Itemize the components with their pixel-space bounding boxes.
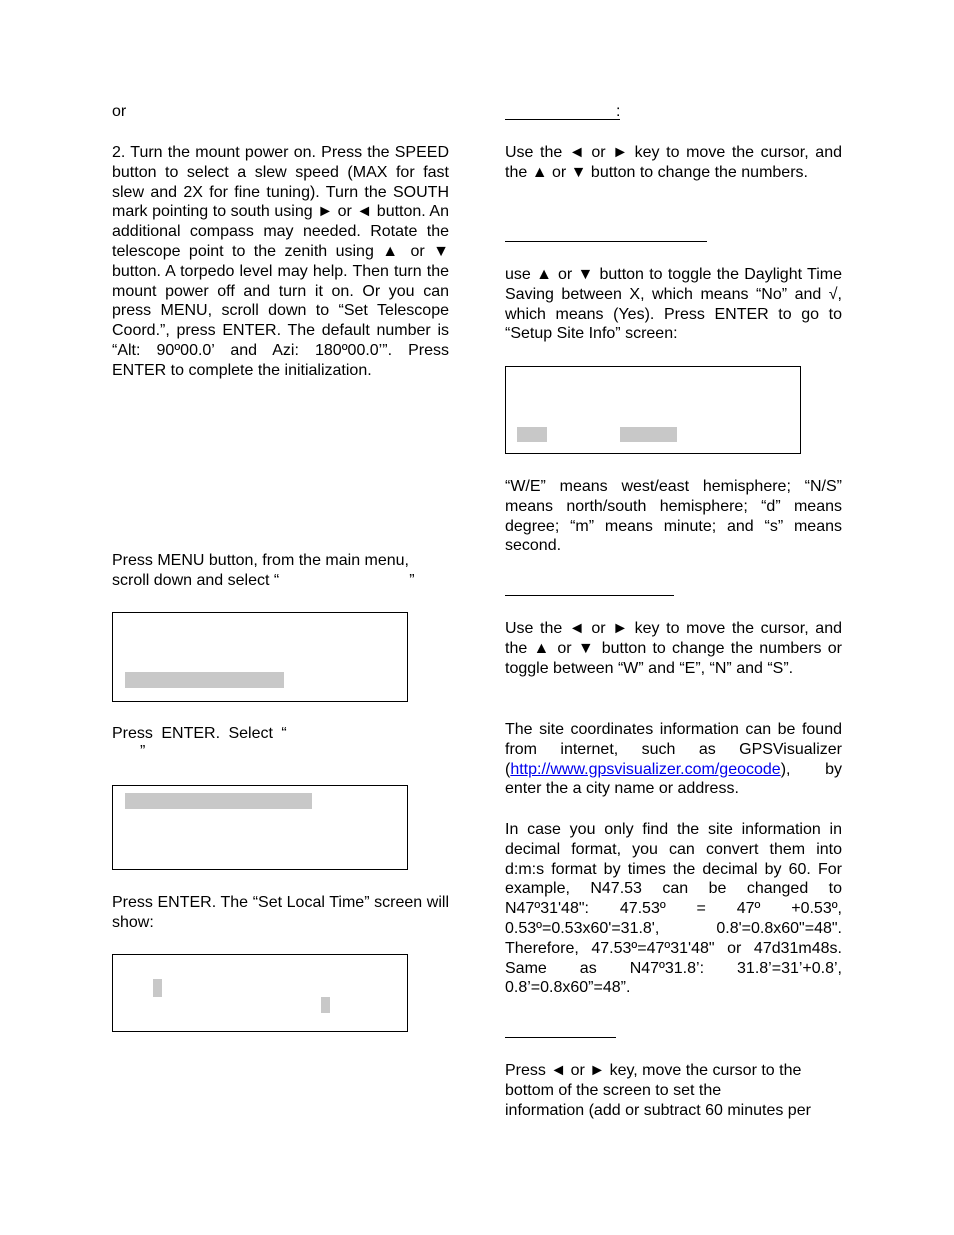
cursor-paragraph-1: Use the ◄ or ► key to move the cursor, and the ▲ or ▼ button to change the numbers. bbox=[505, 144, 842, 181]
section-heading-underline bbox=[505, 119, 620, 120]
step2-paragraph: 2. Turn the mount power on. Press the SPEED button to select a slew speed (MAX for fast slew and 2X for fine tuning). Turn the SOUTH mark pointing to south using ► or ◄ button. An additional compass may needed. Rotate the telescope point to the zenith using ▲ or ▼ button. A torpedo level may help. Then turn the mount power off and turn it on. Or you can press MENU, scroll down to “Set Telescope Coord.”, press ENTER. The default number is “Alt: 90º00.0’ and Azi: 180º00.0’”. Press ENTER to complete the initialization. bbox=[112, 144, 449, 379]
press-line1: Press ◄ or ► key, move the cursor to the bbox=[505, 1062, 802, 1079]
or-text: or bbox=[112, 103, 127, 120]
local-time-paragraph: Press ENTER. The “Set Local Time” screen will show: bbox=[112, 894, 449, 931]
lcd-highlight-bar bbox=[517, 427, 547, 442]
section-heading-underline bbox=[505, 241, 707, 242]
menu-instruction-line2 bbox=[112, 571, 449, 591]
daylight-paragraph: use ▲ or ▼ button to toggle the Daylight Time Saving between X, which means “No” and √, which means (Yes). Press ENTER to go to “Setup Site Info” screen: bbox=[505, 266, 842, 343]
decimal-conversion-paragraph: In case you only find the site information in decimal format, you can convert them into d:m:s format by times the decimal by 60. For example, N47.53 can be changed to N47º31'48": 47.53º = 47º +0.53º, 0.53º=0.53x60'=31.8', 0.8'=0.8x60"=48". Therefore, 47.53º=47º31'48" or 47d31m48s. Same as N47º31.8’: 31.8’=31’+0.8’, 0.8’=0.8x60”=48”. bbox=[505, 821, 842, 997]
enter-select-text: Press ENTER. Select “ bbox=[112, 725, 287, 742]
section-heading-underline bbox=[505, 1037, 616, 1038]
site-text-end: ), by enter the a city name or address. bbox=[505, 760, 842, 798]
press-line2: bottom of the screen to set the bbox=[505, 1082, 722, 1099]
lcd-cursor bbox=[153, 979, 162, 997]
lcd-screen-local-time bbox=[112, 954, 408, 1032]
section-heading-underline bbox=[505, 595, 674, 596]
lcd-cursor bbox=[321, 997, 330, 1013]
lcd-highlight-bar bbox=[125, 672, 284, 688]
menu-instruction-close-quote: ” bbox=[409, 572, 415, 589]
lcd-highlight-bar bbox=[125, 793, 312, 809]
menu-instruction-line1: Press MENU button, from the main menu, bbox=[112, 552, 409, 569]
lcd-highlight-bar bbox=[620, 427, 677, 442]
press-line3: information (add or subtract 60 minutes per bbox=[505, 1102, 811, 1119]
gpsvisualizer-link[interactable]: http://www.gpsvisualizer.com/geocode bbox=[510, 760, 781, 778]
lcd-screen-menu bbox=[112, 612, 408, 702]
menu-instruction-text: scroll down and select “ bbox=[112, 572, 280, 589]
lcd-screen-site-info bbox=[505, 366, 801, 454]
lcd-screen-submenu bbox=[112, 785, 408, 870]
left-column bbox=[112, 0, 449, 1235]
site-coordinates-paragraph bbox=[505, 720, 842, 799]
right-column bbox=[505, 0, 842, 1235]
cursor-paragraph-2: Use the ◄ or ► key to move the cursor, and the ▲ or ▼ button to change the numbers or toggle between “W” and “E”, “N” and “S”. bbox=[505, 620, 842, 677]
heading-colon: : bbox=[616, 103, 621, 120]
enter-select-line2: ” bbox=[140, 743, 146, 760]
enter-select-line1 bbox=[112, 724, 449, 744]
site-text-start: The site coordinates information can be found from internet, such as GPSVisualizer ( bbox=[505, 721, 842, 778]
hemisphere-paragraph: “W/E” means west/east hemisphere; “N/S” means north/south hemisphere; “d” means degree; “m” means minute; and “s” means second. bbox=[505, 478, 842, 555]
